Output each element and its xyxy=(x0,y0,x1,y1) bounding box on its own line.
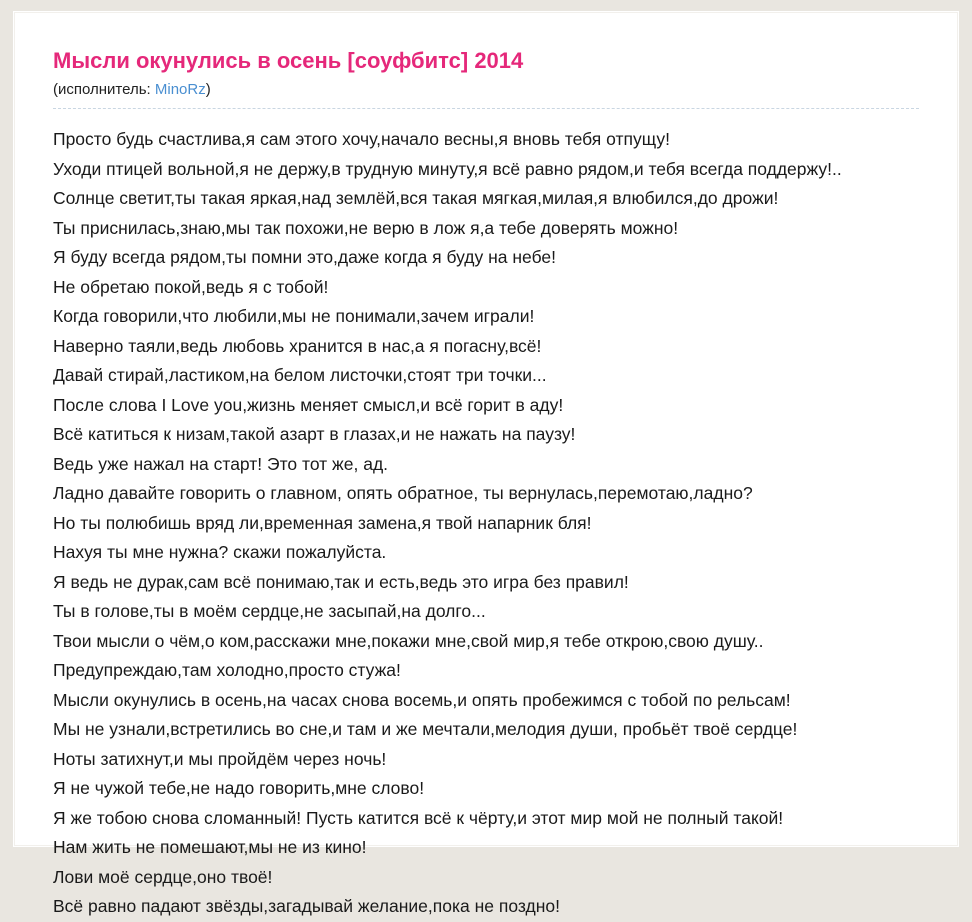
lyrics-line: Мысли окунулись в осень,на часах снова восемь,и опять пробежимся с тобой по рельсам! xyxy=(53,689,791,710)
lyrics-line: Ведь уже нажал на старт! Это тот же, ад. xyxy=(53,453,389,474)
lyrics-line: Нахуя ты мне нужна? скажи пожалуйста. xyxy=(53,542,387,562)
lyrics-line: Ноты затихнут,и мы пройдём через ночь! xyxy=(53,748,387,769)
lyrics-line: Но ты полюбишь вряд ли,временная замена,я твой напарник бля! xyxy=(53,512,592,533)
lyrics-line: Мы не узнали,встретились во сне,и там и же мечтали,мелодия души, пробьёт твоё сердце! xyxy=(53,719,798,739)
lyrics-line: Солнце светит,ты такая яркая,над землёй,вся такая мягкая,милая,я влюбился,до дрожи! xyxy=(53,188,779,208)
lyrics-line: Уходи птицей вольной,я не держу,в трудную минуту,я всё равно рядом,и тебя всегда поддержу!.. xyxy=(53,158,842,179)
lyrics-body xyxy=(53,125,919,922)
lyrics-line: Давай стирай,ластиком,на белом листочки,стоят три точки... xyxy=(53,365,547,385)
lyrics-line: Нам жить не помешают,мы не из кино! xyxy=(53,837,367,857)
lyrics-line: После слова I Love you,жизнь меняет смысл,и всё горит в аду! xyxy=(53,394,564,415)
lyrics-line: Когда говорили,что любили,мы не понимали,зачем играли! xyxy=(53,306,535,326)
lyrics-line: Я буду всегда рядом,ты помни это,даже когда я буду на небе! xyxy=(53,247,557,267)
page-content xyxy=(15,13,957,922)
lyrics-line: Лови моё сердце,оно твоё! xyxy=(53,866,273,887)
lyrics-line: Ты в голове,ты в моём сердце,не засыпай,на долго... xyxy=(53,601,486,621)
lyrics-line: Всё катиться к низам,такой азарт в глазах,и не нажать на паузу! xyxy=(53,424,576,444)
page-title: Мысли окунулись в осень [соуфбитс] 2014 xyxy=(53,48,524,73)
lyrics-line: Твои мысли о чём,о ком,расскажи мне,покажи мне,свой мир,я тебе открою,свою душу.. xyxy=(53,630,764,651)
page-card xyxy=(14,12,958,916)
lyrics-line: Ладно давайте говорить о главном, опять обратное, ты вернулась,перемотаю,ладно? xyxy=(53,483,753,503)
lyrics-line: Просто будь счастлива,я сам этого хочу,начало весны,я вновь тебя отпущу! xyxy=(53,129,670,149)
lyrics-line: Предупреждаю,там холодно,просто стужа! xyxy=(53,660,401,680)
lyrics-line: Наверно таяли,ведь любовь хранится в нас,а я погасну,всё! xyxy=(53,335,542,356)
lyrics-line: Я не чужой тебе,не надо говорить,мне слово! xyxy=(53,778,425,798)
lyrics-line: Не обретаю покой,ведь я с тобой! xyxy=(53,276,329,297)
lyrics-line: Всё равно падают звёзды,загадывай желание,пока не поздно! xyxy=(53,896,560,916)
artist-prefix-label: (исполнитель: xyxy=(53,81,155,98)
artist-line xyxy=(53,81,919,109)
lyrics-line: Я же тобою снова сломанный! Пусть катится всё к чёрту,и этот мир мой не полный такой! xyxy=(53,807,784,828)
lyrics-line: Ты приснилась,знаю,мы так похожи,не верю в лож я,а тебе доверять можно! xyxy=(53,217,679,238)
artist-suffix-label: ) xyxy=(205,81,211,98)
lyrics-line: Я ведь не дурак,сам всё понимаю,так и есть,ведь это игра без правил! xyxy=(53,571,629,592)
artist-link[interactable]: MinoRz xyxy=(154,81,206,98)
